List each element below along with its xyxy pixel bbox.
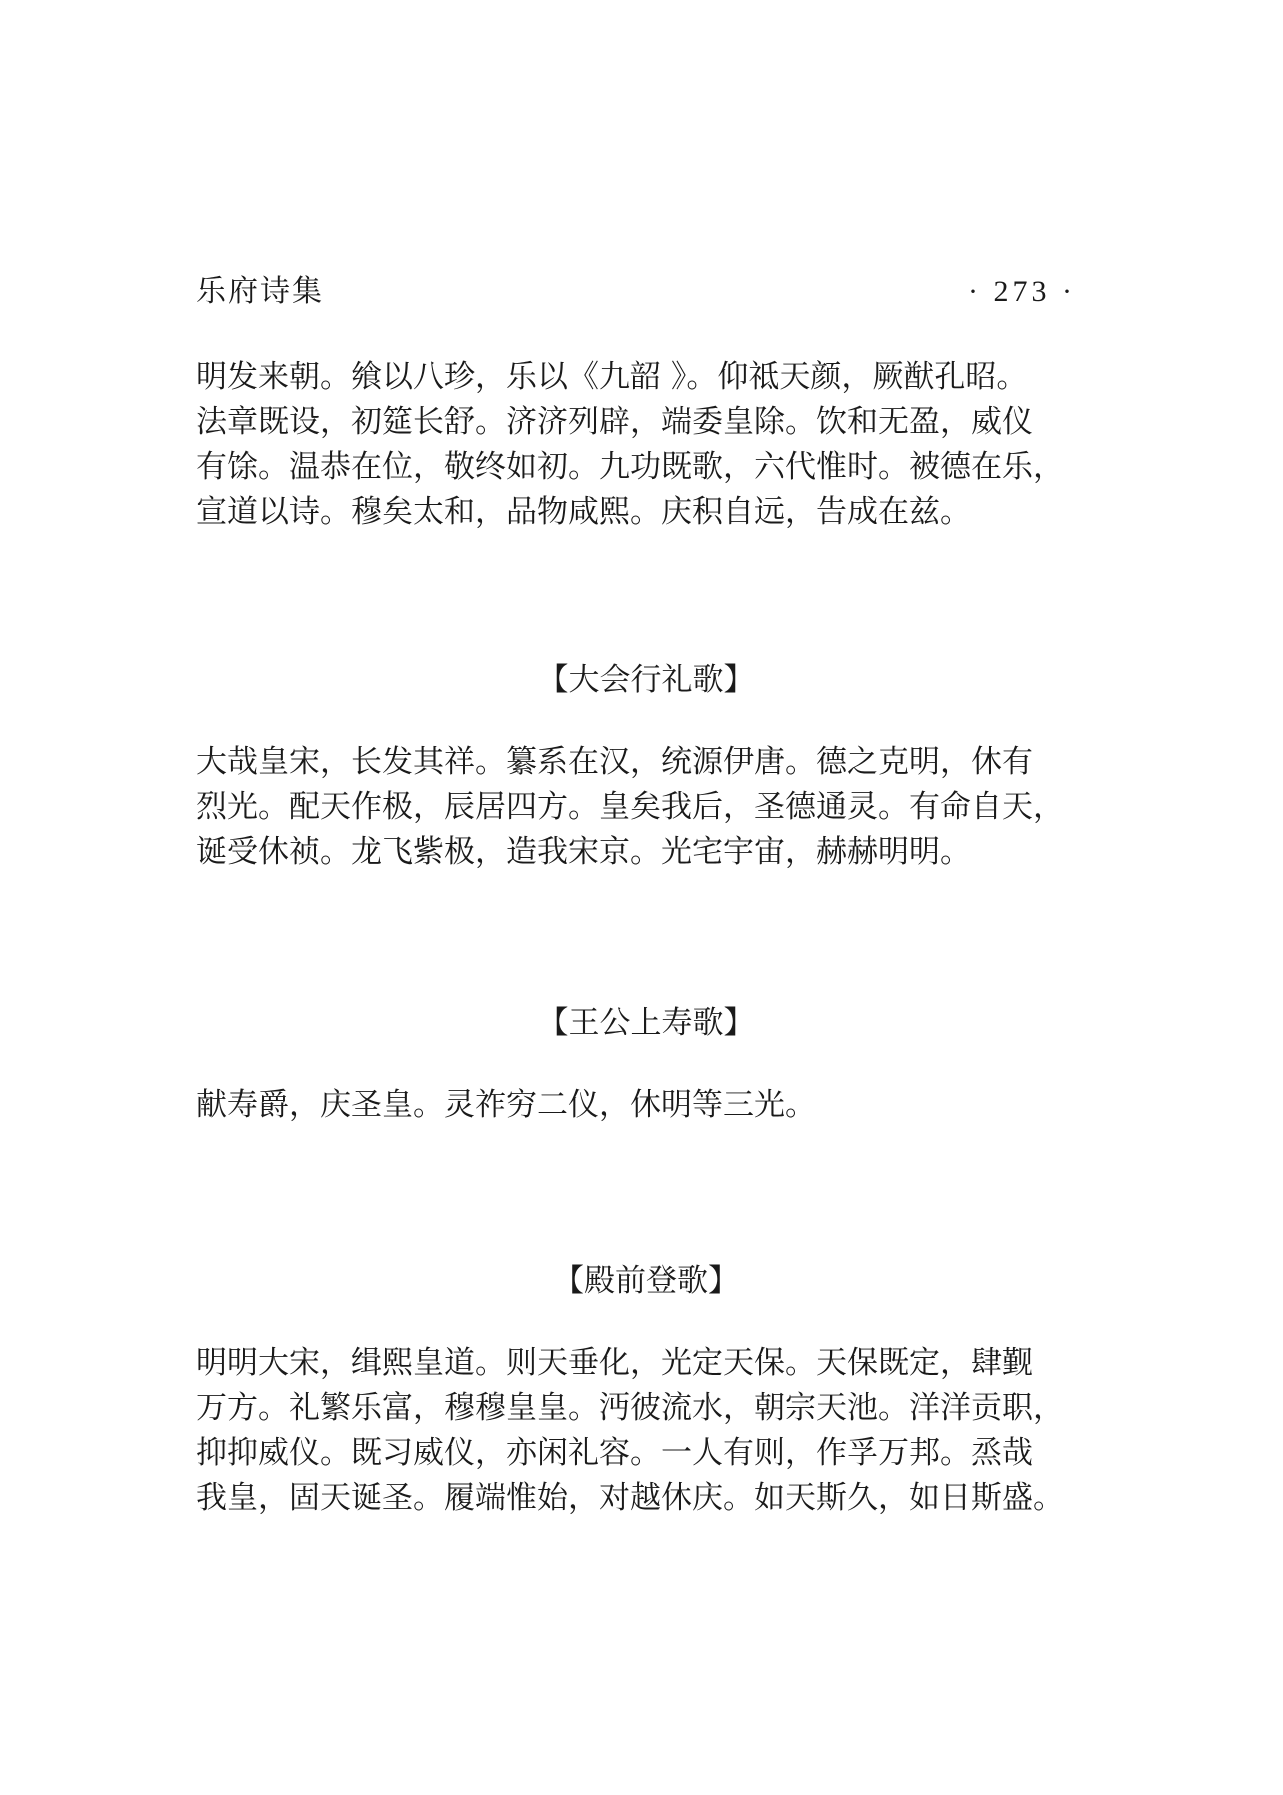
text-line: 明发来朝。飨以八珍，乐以《九韶 》。仰祗天颜，厥猷孔昭。 <box>196 359 1028 395</box>
text-line: 献寿爵，庆圣皇。灵祚穷二仪，休明等三光。 <box>196 1087 816 1123</box>
text-line: 万方。礼繁乐富，穆穆皇皇。沔彼流水，朝宗天池。洋洋贡职， <box>196 1390 1064 1426</box>
text-line: 大哉皇宋，长发其祥。纂系在汉，统源伊唐。德之克明，休有 <box>196 744 1033 780</box>
section-text-wanggong-shangshou-ge <box>196 1083 1096 1128</box>
section-text-dianqian-dengge <box>196 1341 1096 1521</box>
running-head <box>196 272 1076 312</box>
text-line: 明明大宋，缉熙皇道。则天垂化，光定天保。天保既定，肆觐 <box>196 1345 1033 1381</box>
text-line: 有馀。温恭在位，敬终如初。九功既歌，六代惟时。被德在乐， <box>196 449 1064 485</box>
text-line: 我皇，固天诞圣。履端惟始，对越休庆。如天斯久，如日斯盛。 <box>196 1480 1064 1516</box>
text-line: 抑抑威仪。既习威仪，亦闲礼容。一人有则，作孚万邦。烝哉 <box>196 1435 1033 1471</box>
page-number: · 273 · <box>968 275 1076 308</box>
text-line: 法章既设，初筵长舒。济济列辟，端委皇除。饮和无盈，威仪 <box>196 404 1033 440</box>
book-title: 乐府诗集 <box>196 274 324 309</box>
section-heading-dahui-xingli-ge: 【大会行礼歌】 <box>537 662 755 698</box>
section-heading-wanggong-shangshou-ge: 【王公上寿歌】 <box>537 1005 755 1041</box>
text-line: 诞受休祯。龙飞紫极，造我宋京。光宅宇宙，赫赫明明。 <box>196 834 971 870</box>
text-line: 烈光。配天作极，辰居四方。皇矣我后，圣德通灵。有命自天， <box>196 789 1064 825</box>
preceding-text-block <box>196 355 1096 535</box>
section-text-dahui-xingli-ge <box>196 740 1096 875</box>
section-heading-dianqian-dengge: 【殿前登歌】 <box>553 1263 739 1299</box>
text-line: 宣道以诗。穆矣太和，品物咸熙。庆积自远，告成在兹。 <box>196 494 971 530</box>
